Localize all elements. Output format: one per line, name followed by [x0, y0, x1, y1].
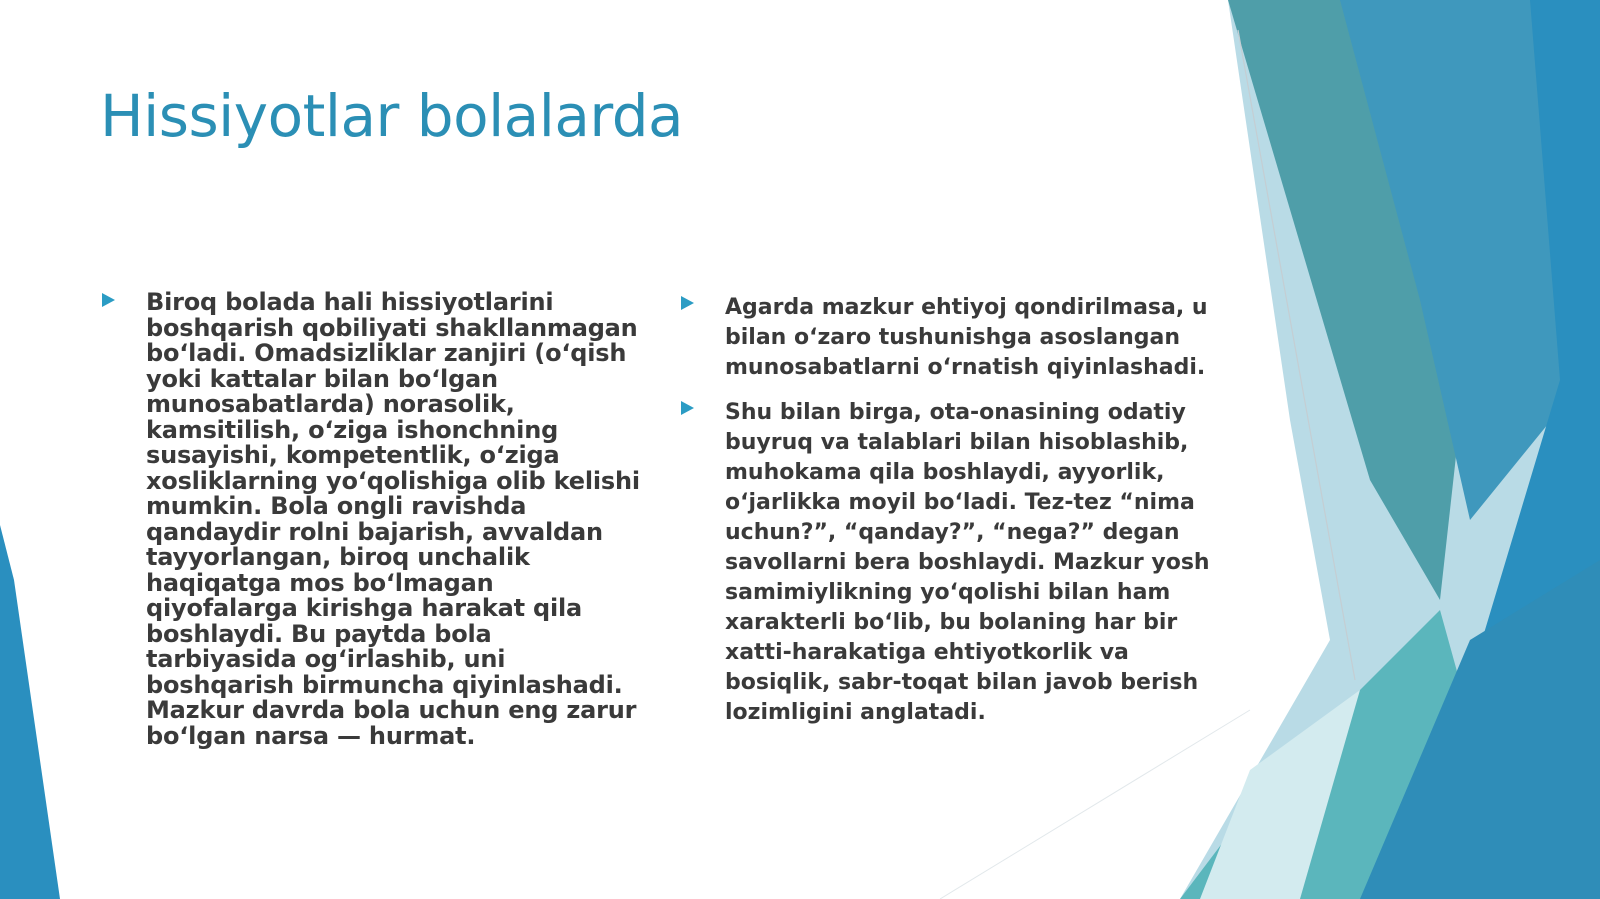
- bullet-list-left: [100, 290, 640, 749]
- arrow-bullet-icon: [681, 401, 694, 415]
- list-item: [679, 398, 1219, 728]
- list-item: [100, 290, 640, 749]
- bullet-text: Shu bilan birga, ota-onasining odatiy buyruq va talablari bilan hisoblashib, muhokama qila boshlaydi, ayyorlik, o‘jarlikka moyil bo‘ladi. Tez-tez “nima uchun?”, “qanday?”, “nega?” degan savollarni bera boshlaydi. Mazkur yosh samimiylikning yo‘qolishi bilan ham xarakterli bo‘lib, bu bolaning har bir xatti-harakatiga ehtiyotkorlik va bosiqlik, sabr-toqat bilan javob berish lozimligini anglatadi.: [725, 400, 1210, 725]
- arrow-bullet-icon: [681, 296, 694, 310]
- arrow-bullet-icon: [102, 293, 115, 307]
- slide-title: Hissiyotlar bolalarda: [100, 82, 684, 150]
- left-blue-shape: [0, 525, 60, 899]
- list-item: [679, 293, 1219, 383]
- bullet-text: Agarda mazkur ehtiyoj qondirilmasa, u bilan o‘zaro tushunishga asoslangan munosabatlarni o‘rnatish qiyinlashadi.: [725, 295, 1208, 380]
- bullet-text: Biroq bolada hali hissiyotlarini boshqarish qobiliyati shakllanmagan bo‘ladi. Omadsizliklar zanjiri (o‘qish yoki kattalar bilan bo‘lgan munosabatlarda) norasolik, kamsitilish, o‘ziga ishonchning susayishi, kompetentlik, o‘ziga xosliklarning yo‘qolishiga olib kelishi mumkin. Bola ongli ravishda qandaydir rolni bajarish, avvaldan tayyorlangan, biroq unchalik haqiqatga mos bo‘lmagan qiyofalarga kirishga harakat qila boshlaydi. Bu paytda bola tarbiyasida og‘irlashib, uni boshqarish birmuncha qiyinlashadi. Mazkur davrda bola uchun eng zarur bo‘lgan narsa — hurmat.: [146, 288, 640, 750]
- bullet-list-right: [679, 293, 1219, 728]
